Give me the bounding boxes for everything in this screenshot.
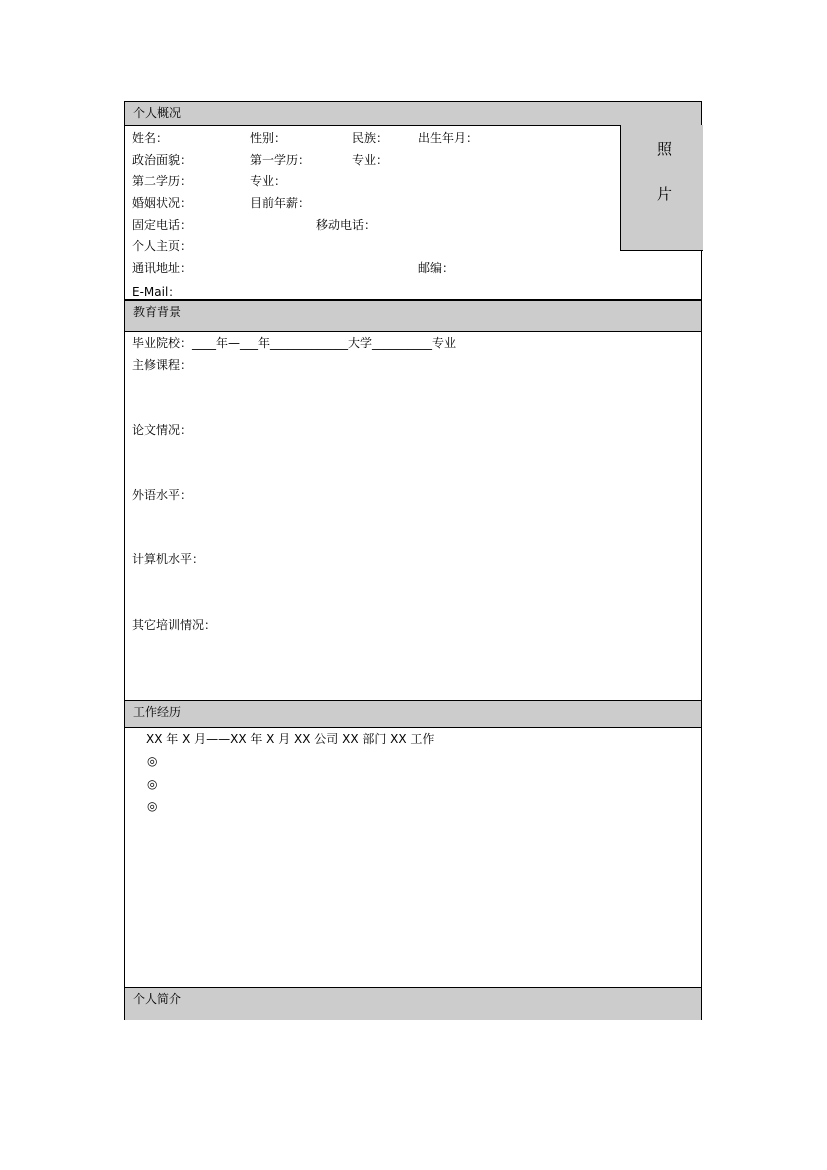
first-degree-label: 第一学历：: [250, 153, 311, 167]
resume-form: [124, 101, 702, 1020]
work-bullet-2: ◎: [147, 777, 158, 791]
photo-box: [620, 125, 703, 251]
photo-char-1: 照: [657, 140, 673, 158]
email-label: E-Mail：: [132, 285, 181, 299]
education-section-header: 教育背景: [125, 299, 701, 332]
marital-label: 婚姻状况：: [132, 196, 193, 210]
major1-label: 专业：: [352, 153, 389, 167]
gender-label: 性别：: [250, 131, 287, 145]
work-entry: XX 年 X 月——XX 年 X 月 XX 公司 XX 部门 XX 工作: [146, 732, 435, 746]
name-label: 姓名：: [132, 131, 169, 145]
ethnicity-label: 民族：: [352, 131, 389, 145]
homepage-label: 个人主页：: [132, 239, 193, 253]
work-section-header: 工作经历: [125, 700, 701, 728]
computer-label: 计算机水平：: [132, 552, 205, 566]
language-label: 外语水平：: [132, 488, 193, 502]
salary-label: 目前年薪：: [250, 196, 311, 210]
work-bullet-3: ◎: [147, 799, 158, 813]
personal-section-header: 个人概况: [125, 102, 701, 126]
work-bullet-1: ◎: [147, 754, 158, 768]
profile-section-header: 个人简介: [125, 987, 701, 1020]
birth-label: 出生年月：: [418, 131, 479, 145]
school-line: 毕业院校：____年—___年_____________大学__________专业: [132, 336, 457, 350]
phone-label: 固定电话：: [132, 218, 193, 232]
major2-label: 专业：: [250, 174, 287, 188]
courses-label: 主修课程：: [132, 358, 193, 372]
training-label: 其它培训情况：: [132, 618, 217, 632]
address-label: 通讯地址：: [132, 261, 193, 275]
zip-label: 邮编：: [418, 261, 455, 275]
political-label: 政治面貌：: [132, 153, 193, 167]
thesis-label: 论文情况：: [132, 423, 193, 437]
photo-char-2: 片: [657, 185, 673, 203]
mobile-label: 移动电话：: [316, 218, 377, 232]
second-degree-label: 第二学历：: [132, 174, 193, 188]
